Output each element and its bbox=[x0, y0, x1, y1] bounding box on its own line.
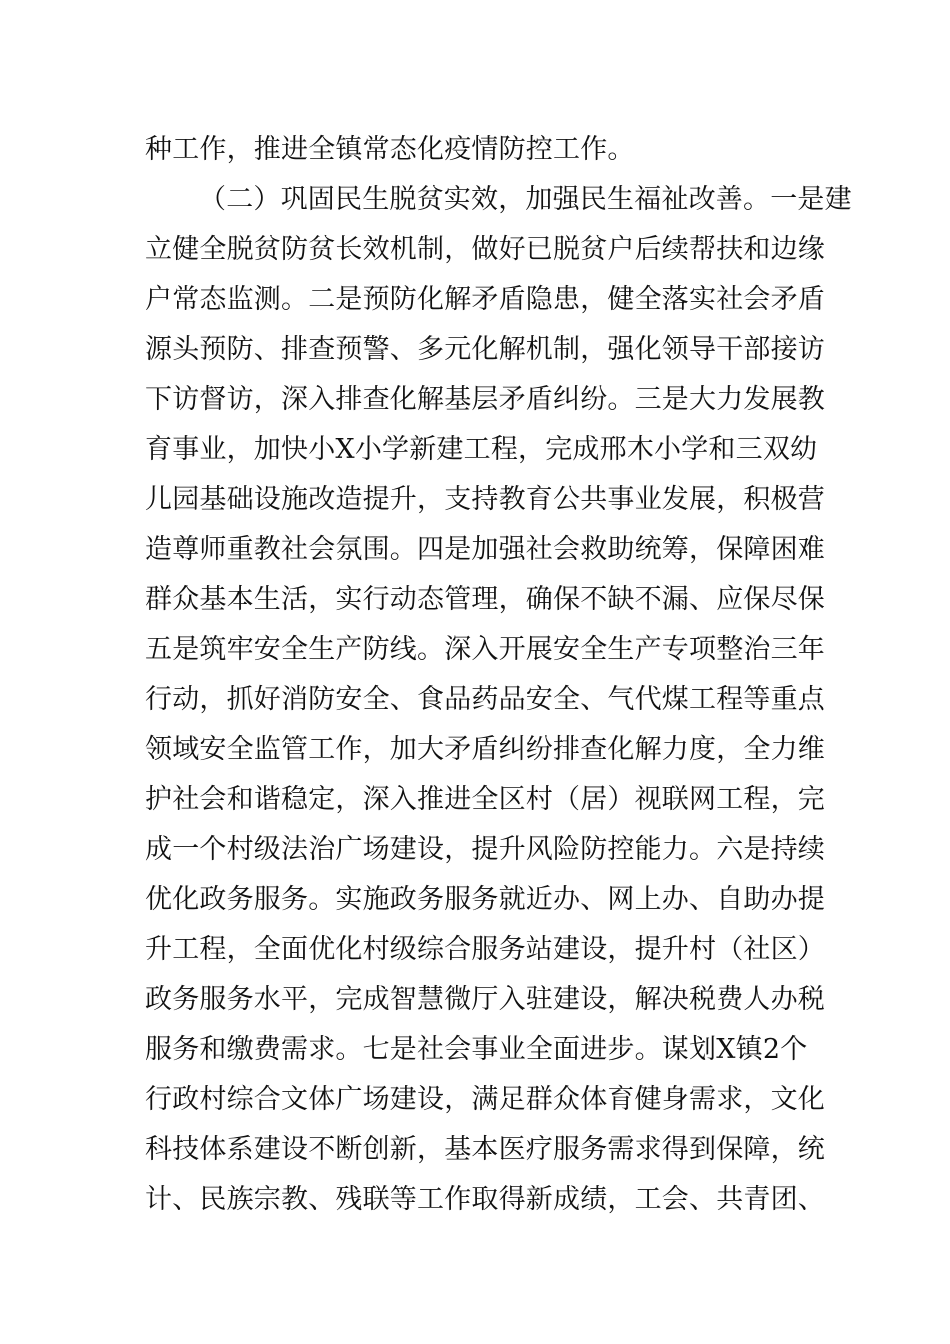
text-line: 行政村综合文体广场建设，满足群众体育健身需求，文化 bbox=[145, 1084, 825, 1115]
text-line: 优化政务服务。实施政务服务就近办、网上办、自助办提 bbox=[145, 884, 825, 915]
text-line: 下访督访，深入排查化解基层矛盾纠纷。三是大力发展教 bbox=[145, 384, 825, 415]
body-text bbox=[145, 125, 852, 1225]
text-line: 政务服务水平，完成智慧微厅入驻建设，解决税费人办税 bbox=[145, 984, 825, 1015]
text-line: （二）巩固民生脱贫实效，加强民生福祉改善。一是建 bbox=[199, 184, 852, 215]
text-line: 户常态监测。二是预防化解矛盾隐患，健全落实社会矛盾 bbox=[145, 284, 825, 315]
text-line: 升工程，全面优化村级综合服务站建设，提升村（社区） bbox=[145, 934, 825, 965]
text-line: 五是筑牢安全生产防线。深入开展安全生产专项整治三年 bbox=[145, 634, 825, 665]
text-line: 群众基本生活，实行动态管理，确保不缺不漏、应保尽保 bbox=[145, 584, 825, 615]
text-line: 科技体系建设不断创新，基本医疗服务需求得到保障，统 bbox=[145, 1134, 825, 1165]
text-line: 儿园基础设施改造提升，支持教育公共事业发展，积极营 bbox=[145, 484, 825, 515]
text-line: 造尊师重教社会氛围。四是加强社会救助统筹，保障困难 bbox=[145, 534, 825, 565]
text-line: 计、民族宗教、残联等工作取得新成绩，工会、共青团、 bbox=[145, 1184, 825, 1215]
text-line: 立健全脱贫防贫长效机制，做好已脱贫户后续帮扶和边缘 bbox=[145, 234, 825, 265]
text-line: 护社会和谐稳定，深入推进全区村（居）视联网工程，完 bbox=[145, 784, 825, 815]
text-line: 服务和缴费需求。七是社会事业全面进步。谋划X镇2个 bbox=[145, 1034, 808, 1065]
text-line: 领域安全监管工作，加大矛盾纠纷排查化解力度，全力维 bbox=[145, 734, 825, 765]
text-line: 育事业，加快小X小学新建工程，完成邢木小学和三双幼 bbox=[145, 434, 818, 465]
text-line: 成一个村级法治广场建设，提升风险防控能力。六是持续 bbox=[145, 834, 825, 865]
text-line: 源头预防、排查预警、多元化解机制，强化领导干部接访 bbox=[145, 334, 825, 365]
text-line: 种工作，推进全镇常态化疫情防控工作。 bbox=[145, 134, 635, 165]
text-line: 行动，抓好消防安全、食品药品安全、气代煤工程等重点 bbox=[145, 684, 825, 715]
